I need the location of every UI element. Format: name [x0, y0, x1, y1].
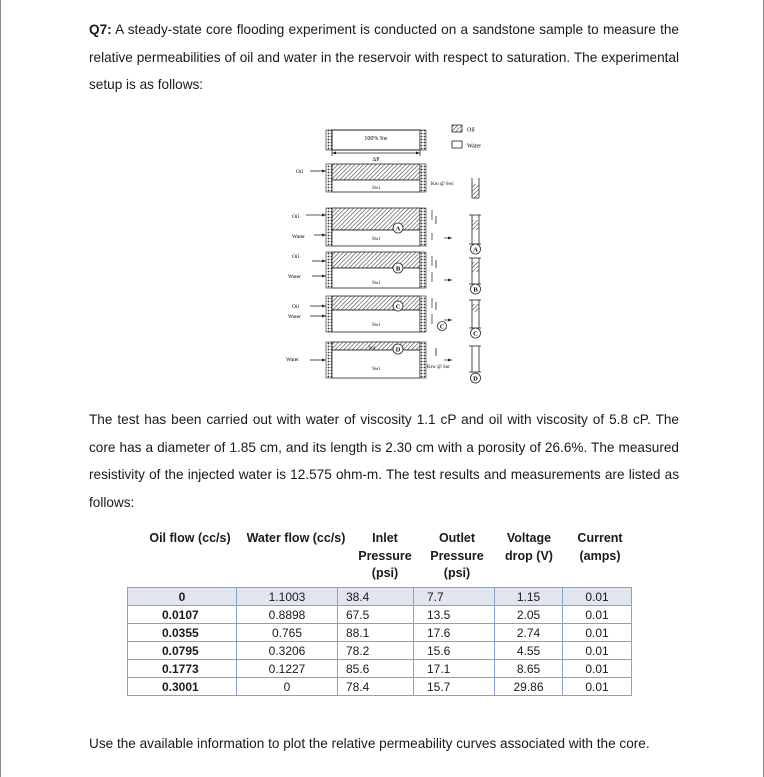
core-point-d	[286, 342, 481, 383]
table-row: 0.0107 0.8898 67.5 13.5 2.05 0.01	[128, 606, 632, 624]
core-point-c	[288, 296, 481, 338]
table-row: 0.1773 0.1227 85.6 17.1 8.65 0.01	[128, 660, 632, 678]
header-inlet-pressure: Inlet Pressure (psi)	[358, 531, 412, 580]
svg-text:C: C	[439, 324, 445, 331]
svg-text:Water: Water	[288, 274, 301, 280]
swi-label-1: Swi	[372, 186, 380, 191]
svg-text:Swi: Swi	[372, 323, 380, 328]
setup-diagram	[276, 120, 506, 392]
question-intro	[89, 16, 679, 99]
svg-text:Swi: Swi	[372, 281, 380, 286]
page-border-left	[0, 0, 1, 777]
legend-oil-swatch	[452, 125, 462, 132]
legend-water-swatch	[452, 141, 462, 148]
legend-oil-label: Oil	[467, 127, 475, 134]
test-description: The test has been carried out with water of viscosity 1.1 cP and oil with viscosity of 5.8 cP. The core has a diameter of 1.85 cm, and its length is 2.30 cm with a porosity of 26.6%. The measured resistivity of the injected water is 12.575 ohm-m. The test results and measurements are listed as follows:	[89, 412, 679, 510]
question-intro-text: A steady-state core flooding experiment is conducted on a sandstone sample to measure the relative permeabilities of oil and water in the reservoir with respect to saturation. The experimental setup is as follows:	[89, 22, 679, 92]
inlet-oil-label-1: Oil	[296, 169, 304, 175]
sor-label: Sor	[368, 346, 376, 351]
instruction-text: Use the available information to plot the relative permeability curves associated with the core.	[89, 736, 650, 751]
core-100-sw-label: 100% Sw	[364, 136, 388, 142]
krw-at-sor-label: Krw @ Sor	[427, 365, 450, 370]
svg-text:Oil: Oil	[292, 304, 300, 310]
kro-at-swi-label: Kro @ Swi	[431, 182, 454, 187]
core-point-a	[292, 208, 481, 254]
experimental-setup-figure	[276, 120, 506, 392]
svg-text:Swi: Swi	[372, 367, 380, 372]
svg-text:A: A	[473, 246, 478, 254]
core-100-sw	[326, 130, 426, 163]
svg-text:D: D	[473, 375, 478, 383]
svg-text:Swi: Swi	[372, 237, 380, 242]
svg-text:A: A	[395, 225, 401, 233]
svg-text:Oil: Oil	[292, 214, 300, 220]
delta-p-label: ΔP	[372, 157, 380, 163]
table-row: 0.0795 0.3206 78.2 15.6 4.55 0.01	[128, 642, 632, 660]
results-table-header	[130, 530, 650, 584]
svg-text:Water: Water	[288, 314, 301, 320]
table-row: 0.0355 0.765 88.1 17.6 2.74 0.01	[128, 624, 632, 642]
question-label: Q7:	[89, 22, 112, 37]
header-oil-flow: Oil flow (cc/s)	[149, 531, 231, 545]
svg-text:Water: Water	[292, 234, 305, 240]
svg-text:D: D	[395, 346, 401, 354]
core-point-b	[288, 252, 481, 294]
figure-legend	[452, 125, 481, 150]
svg-text:C: C	[395, 303, 401, 311]
header-water-flow: Water flow (cc/s)	[246, 531, 346, 545]
svg-text:B: B	[395, 265, 401, 273]
results-table	[127, 587, 632, 696]
header-current: Current (amps)	[577, 531, 623, 563]
svg-text:Water: Water	[286, 357, 299, 363]
core-swi-oilflood	[296, 164, 479, 198]
svg-text:C: C	[473, 330, 478, 338]
legend-water-label: Water	[467, 143, 482, 150]
header-voltage-drop: Voltage drop (V)	[505, 531, 553, 563]
table-row: 0 1.1003 38.4 7.7 1.15 0.01	[128, 588, 632, 606]
svg-text:Oil: Oil	[292, 254, 300, 260]
table-row: 0.3001 0 78.4 15.7 29.86 0.01	[128, 678, 632, 696]
svg-text:B: B	[473, 286, 478, 294]
header-outlet-pressure: Outlet Pressure (psi)	[430, 531, 484, 580]
